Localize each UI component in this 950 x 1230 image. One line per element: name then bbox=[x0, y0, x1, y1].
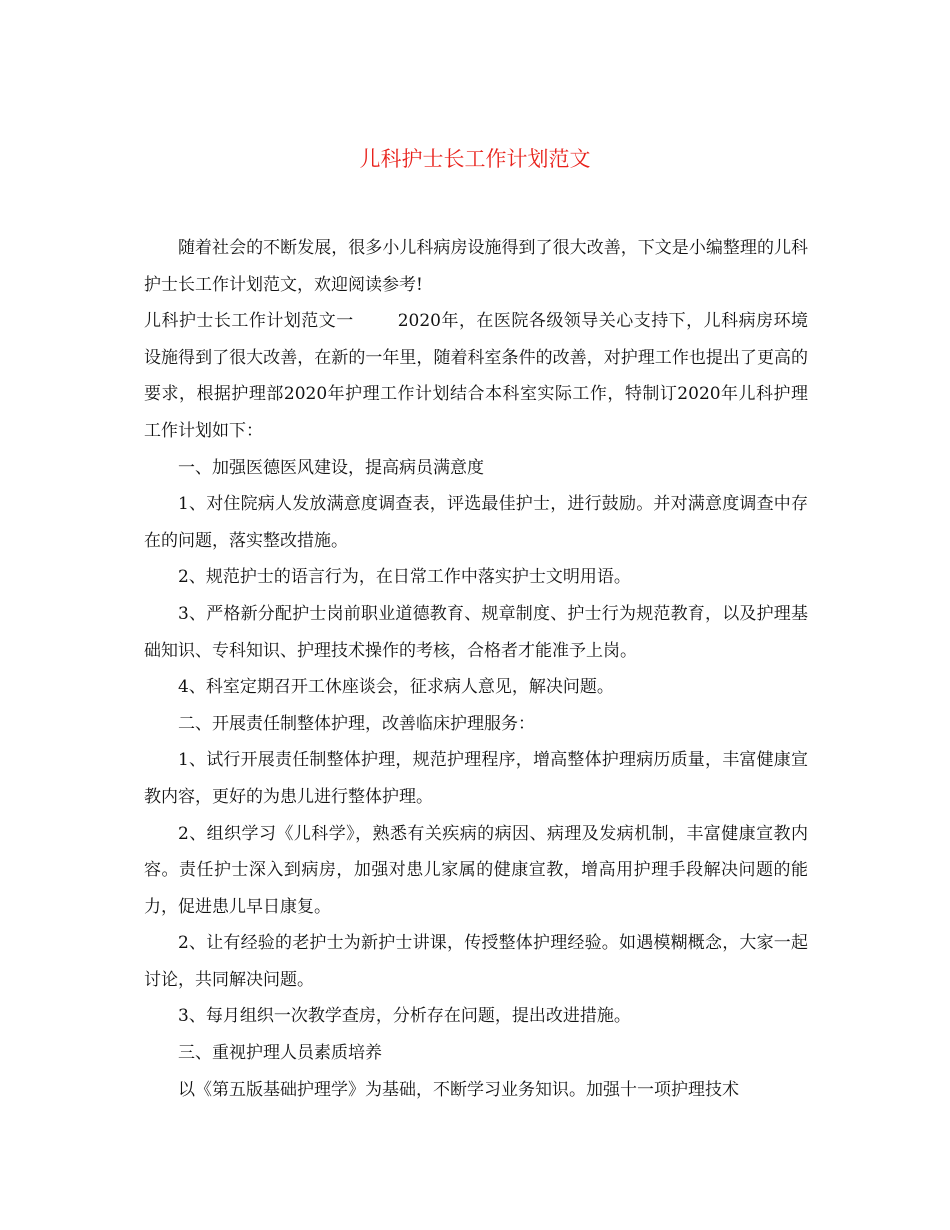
paragraph: 2、规范护士的语言行为，在日常工作中落实护士文明用语。 bbox=[178, 567, 631, 588]
paragraph: 3、每月组织一次教学查房，分析存在问题，提出改进措施。 bbox=[178, 1006, 631, 1027]
paragraph: 1、试行开展责任制整体护理，规范护理程序，增高整体护理病历质量，丰富健康宣教内容，更好的为患儿进行整体护理。 bbox=[144, 750, 808, 807]
paragraph: 4、科室定期召开工休座谈会，征求病人意见，解决问题。 bbox=[178, 677, 614, 698]
paragraph: 2、让有经验的老护士为新护士讲课，传授整体护理经验。如遇模糊概念，大家一起讨论，共同解决问题。 bbox=[144, 933, 808, 990]
paragraph: 3、严格新分配护士岗前职业道德教育、规章制度、护士行为规范教育，以及护理基础知识、专科知识、护理技术操作的考核，合格者才能准予上岗。 bbox=[144, 603, 808, 661]
document-title: 儿科护士长工作计划范文 bbox=[359, 147, 591, 171]
section-text: 2020年，在医院各级领导关心支持下，儿科病房环境设施得到了很大改善，在新的一年里，随着科室条件的改善，对护理工作也提出了更高的要求，根据护理部2020年护理工作计划结合本科室实际工作，特制订2020年儿科护理工作计划如下： bbox=[144, 311, 809, 441]
heading-1: 一、加强医德医风建设，提高病员满意度 bbox=[178, 457, 484, 478]
section-heading: 儿科护士长工作计划范文一 bbox=[144, 311, 354, 332]
intro-paragraph: 随着社会的不断发展，很多小儿科病房设施得到了很大改善，下文是小编整理的儿科护士长工作计划范文，欢迎阅读参考! bbox=[144, 238, 808, 295]
section-paragraph bbox=[144, 303, 808, 449]
heading-2: 二、开展责任制整体护理，改善临床护理服务： bbox=[178, 713, 535, 734]
document-body bbox=[144, 230, 808, 1108]
paragraph: 2、组织学习《儿科学》，熟悉有关疾病的病因、病理及发病机制，丰富健康宣教内容。责任护士深入到病房，加强对患儿家属的健康宣教，增高用护理手段解决问题的能力，促进患儿早日康复。 bbox=[144, 823, 808, 917]
paragraph: 1、对住院病人发放满意度调查表，评选最佳护士，进行鼓励。并对满意度调查中存在的问题，落实整改措施。 bbox=[144, 494, 808, 551]
paragraph: 以《第五版基础护理学》为基础，不断学习业务知识。加强十一项护理技术 bbox=[178, 1079, 739, 1100]
heading-3: 三、重视护理人员素质培养 bbox=[178, 1043, 382, 1064]
